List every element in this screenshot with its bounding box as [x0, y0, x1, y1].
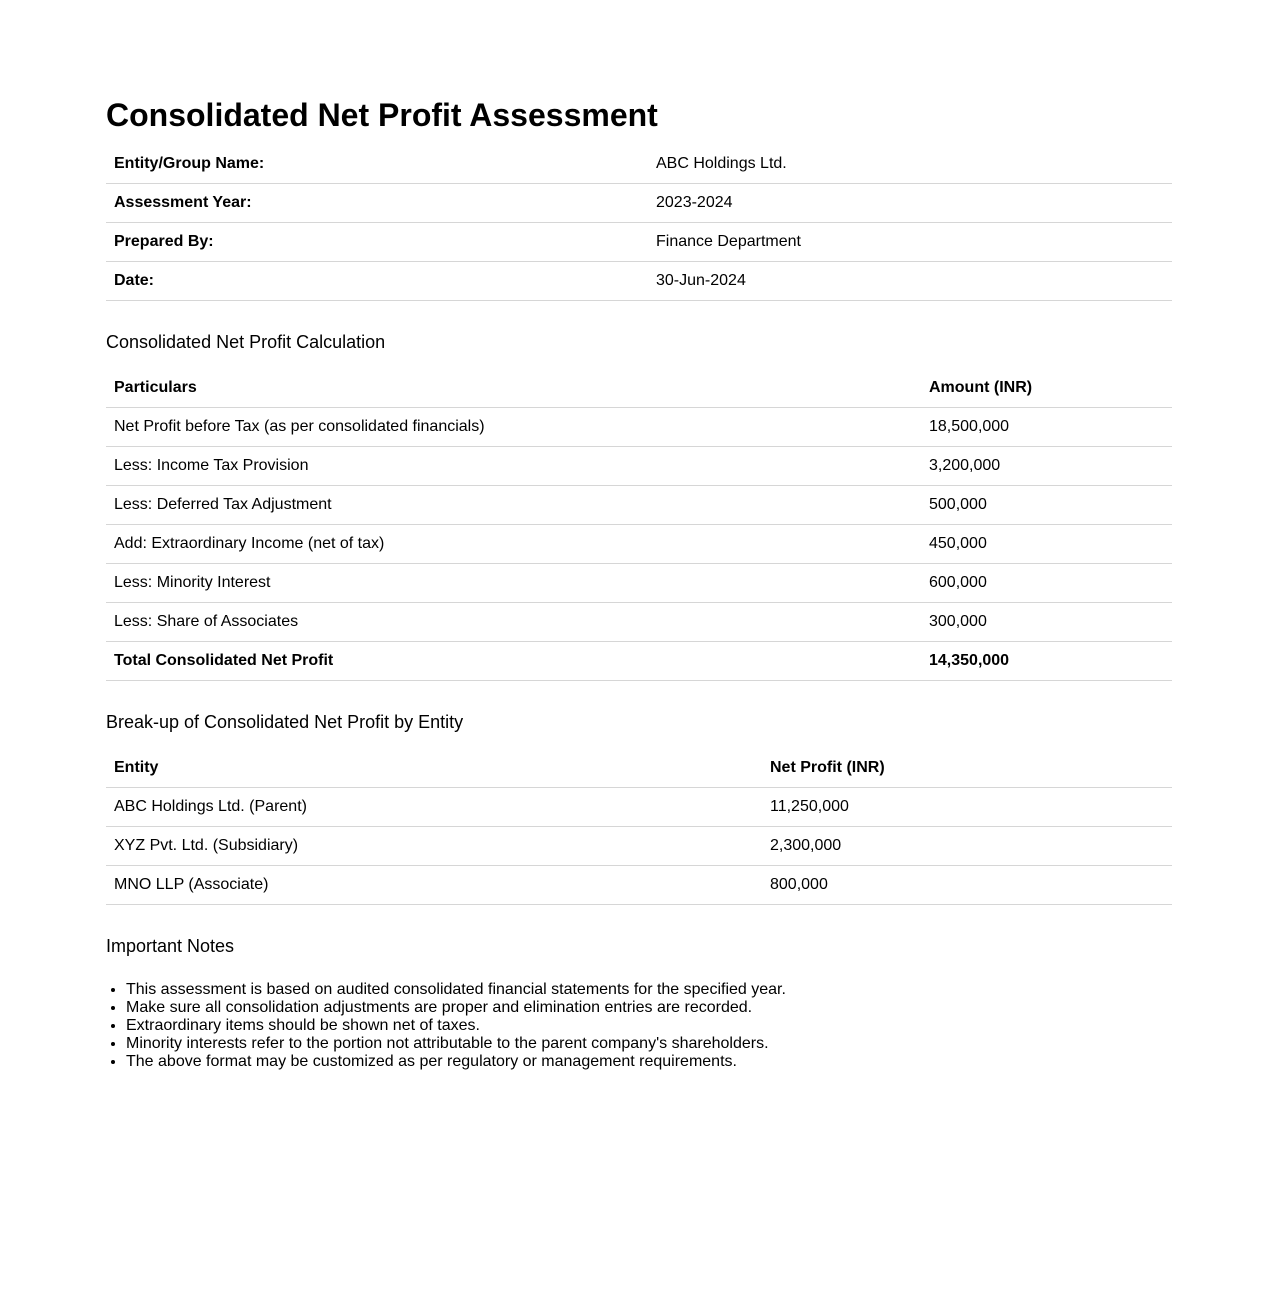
table-row — [106, 564, 1172, 603]
amount-cell: 3,200,000 — [921, 447, 1172, 486]
column-header-amount: Amount (INR) — [921, 369, 1172, 408]
amount-cell: 450,000 — [921, 525, 1172, 564]
entity-cell: ABC Holdings Ltd. (Parent) — [106, 788, 762, 827]
page-title: Consolidated Net Profit Assessment — [106, 97, 658, 133]
meta-label: Assessment Year: — [106, 184, 648, 223]
profit-cell: 800,000 — [762, 866, 1172, 905]
particular-cell: Less: Share of Associates — [106, 603, 921, 642]
calculation-section-title: Consolidated Net Profit Calculation — [106, 332, 386, 352]
entity-cell: XYZ Pvt. Ltd. (Subsidiary) — [106, 827, 762, 866]
notes-section-title: Important Notes — [106, 936, 235, 956]
list-item: • Extraordinary items should be shown net of taxes. — [126, 1017, 1172, 1035]
column-header-particulars: Particulars — [106, 369, 921, 408]
meta-value: ABC Holdings Ltd. — [648, 145, 1172, 184]
particular-cell: Net Profit before Tax (as per consolidated financials) — [106, 408, 921, 447]
amount-cell: 300,000 — [921, 603, 1172, 642]
profit-cell: 2,300,000 — [762, 827, 1172, 866]
total-label: Total Consolidated Net Profit — [106, 642, 921, 681]
meta-label: Prepared By: — [106, 223, 648, 262]
notes-list — [106, 981, 1172, 1071]
total-amount: 14,350,000 — [921, 642, 1172, 681]
particular-cell: Less: Deferred Tax Adjustment — [106, 486, 921, 525]
table-row — [106, 525, 1172, 564]
calculation-table — [106, 369, 1172, 681]
amount-cell: 500,000 — [921, 486, 1172, 525]
meta-value: 30-Jun-2024 — [648, 262, 1172, 301]
column-header-entity: Entity — [106, 749, 762, 788]
list-item: • The above format may be customized as per regulatory or management requirements. — [126, 1053, 1172, 1071]
table-row — [106, 486, 1172, 525]
amount-cell: 18,500,000 — [921, 408, 1172, 447]
list-item: • Minority interests refer to the portion not attributable to the parent company's shareholders. — [126, 1035, 1172, 1053]
list-item: • Make sure all consolidation adjustments are proper and elimination entries are recorded. — [126, 999, 1172, 1017]
table-row — [106, 447, 1172, 486]
meta-row-date — [106, 262, 1172, 301]
meta-row-entity — [106, 145, 1172, 184]
table-row — [106, 866, 1172, 905]
breakup-section-title: Break-up of Consolidated Net Profit by Entity — [106, 712, 464, 732]
meta-row-year — [106, 184, 1172, 223]
particular-cell: Less: Income Tax Provision — [106, 447, 921, 486]
table-header-row — [106, 749, 1172, 788]
table-row — [106, 788, 1172, 827]
particular-cell: Add: Extraordinary Income (net of tax) — [106, 525, 921, 564]
column-header-net-profit: Net Profit (INR) — [762, 749, 1172, 788]
table-row — [106, 827, 1172, 866]
table-header-row — [106, 369, 1172, 408]
particular-cell: Less: Minority Interest — [106, 564, 921, 603]
total-row — [106, 642, 1172, 681]
table-row — [106, 408, 1172, 447]
profit-cell: 11,250,000 — [762, 788, 1172, 827]
amount-cell: 600,000 — [921, 564, 1172, 603]
meta-label: Entity/Group Name: — [106, 145, 648, 184]
meta-table — [106, 145, 1172, 301]
meta-value: 2023-2024 — [648, 184, 1172, 223]
table-row — [106, 603, 1172, 642]
meta-value: Finance Department — [648, 223, 1172, 262]
meta-label: Date: — [106, 262, 648, 301]
breakup-table — [106, 749, 1172, 905]
list-item: • This assessment is based on audited consolidated financial statements for the specified year. — [126, 981, 1172, 999]
meta-row-prepared-by — [106, 223, 1172, 262]
entity-cell: MNO LLP (Associate) — [106, 866, 762, 905]
